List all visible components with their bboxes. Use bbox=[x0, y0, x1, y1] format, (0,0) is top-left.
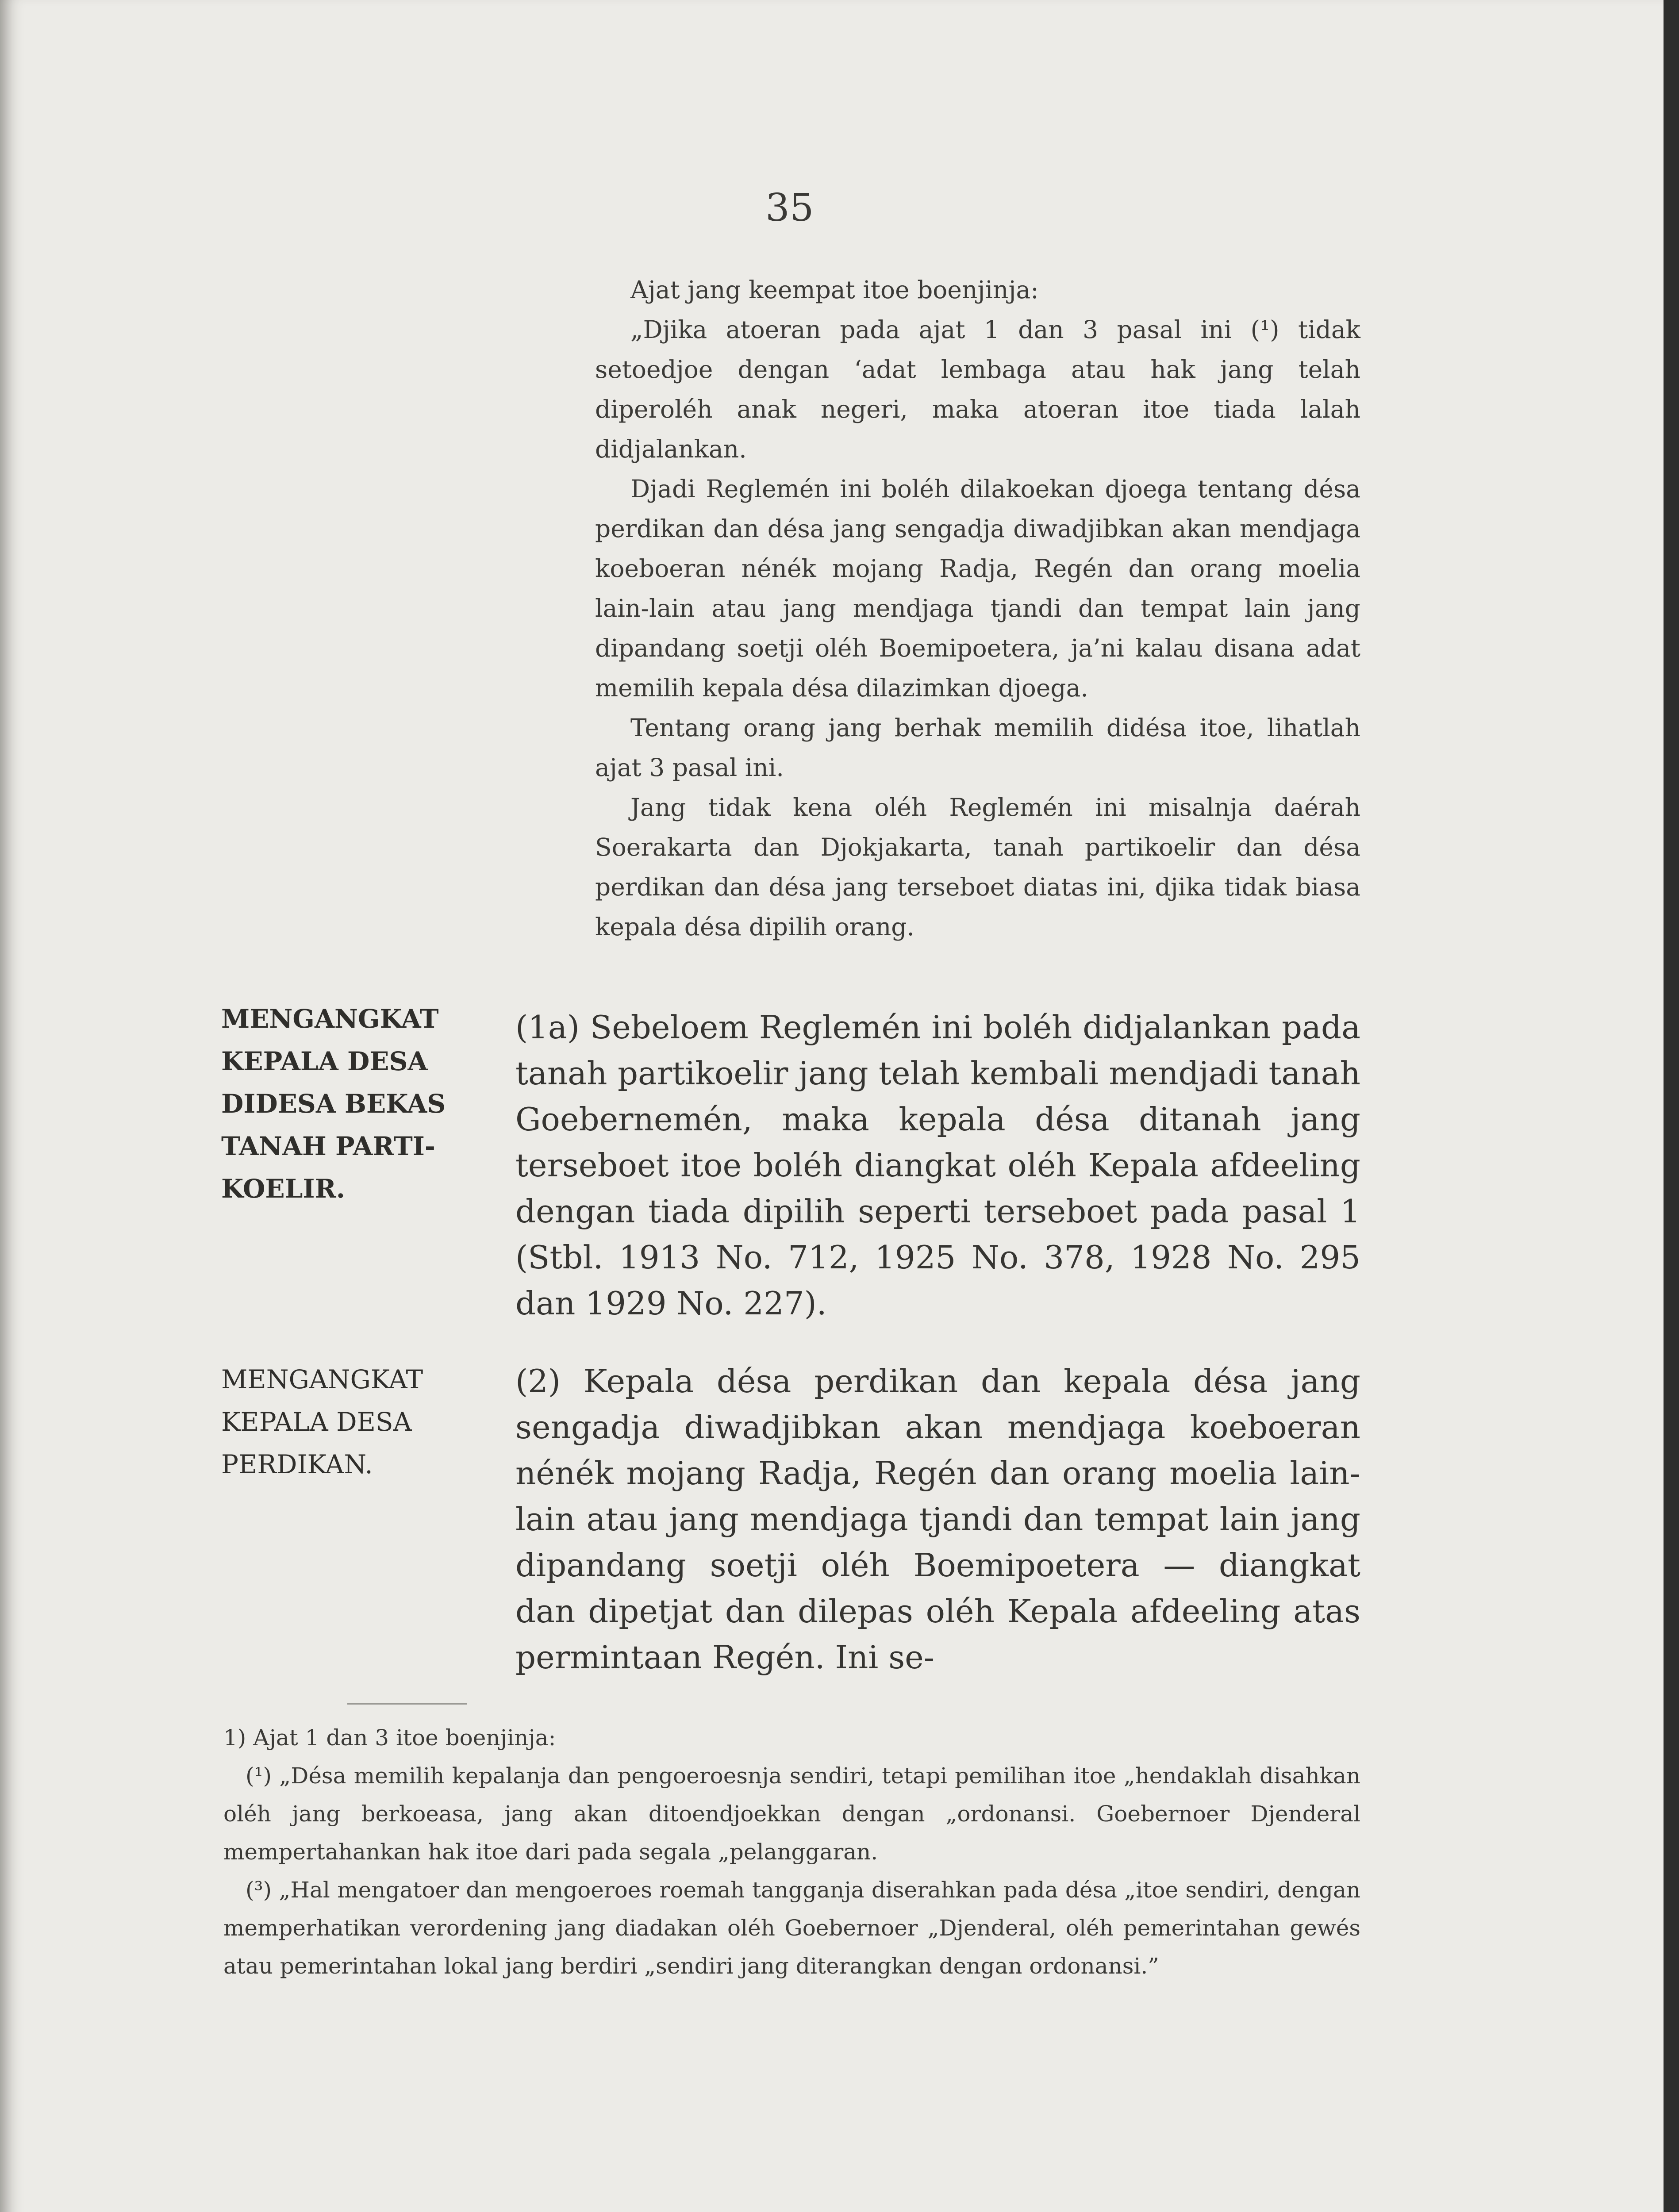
paragraph: Tentang orang jang berhak memilih didésa itoe, lihatlah ajat 3 pasal ini. bbox=[595, 714, 1360, 782]
paragraph: Jang tidak kena oléh Reglemén ini misalnja daérah Soerakarta dan Djokjakarta, tanah partikoelir dan désa perdikan dan désa jang terseboet diatas ini, djika tidak biasa kepala désa dipilih orang. bbox=[595, 793, 1360, 941]
footnote-item: (³) „Hal mengatoer dan mengoeroes roemah tangganja diserahkan pada désa „itoe sendiri, dengan memperhatikan verordening jang diadakan oléh Goebernoer „Djenderal, oléh pemerintahan gewés atau pemerintahan lokal jang berdiri „sendiri jang diterangkan dengan ordonansi.” bbox=[223, 1877, 1360, 1979]
scan-edge bbox=[1664, 0, 1679, 2212]
section-1a bbox=[515, 1004, 1360, 1326]
paragraph: Ajat jang keempat itoe boenjinja: bbox=[630, 276, 1039, 304]
section-text: (2) Kepala désa perdikan dan kepala désa jang sengadja diwadjibkan akan mendjaga koeboeran nénék mojang Radja, Regén dan orang moelia lain-lain atau jang mendjaga tjandi dan tempat lain jang dipandang soetji oléh Boemipoetera — diangkat dan dipetjat dan dilepas oléh Kepala afdeeling atas permintaan Regén. Ini se- bbox=[515, 1363, 1360, 1676]
section-text: (1a) Sebeloem Reglemén ini boléh didjalankan pada tanah partikoelir jang telah kembali mendjadi tanah Goebernemén, maka kepala désa ditanah jang terseboet itoe boléh diangkat oléh Kepala afdeeling dengan tiada dipilih seperti terseboet pada pasal 1 (Stbl. 1913 No. 712, 1925 No. 378, 1928 No. 295 dan 1929 No. 227). bbox=[515, 1009, 1360, 1322]
footnote-item: (¹) „Désa memilih kepalanja dan pengoeroesnja sendiri, tetapi pemilihan itoe „hendaklah disahkan oléh jang berkoeasa, jang akan ditoendjoekkan dengan „ordonansi. Goebernoer Djenderal mempertahankan hak itoe dari pada segala „pelanggaran. bbox=[223, 1763, 1360, 1865]
footnote-heading: 1) Ajat 1 dan 3 itoe boenjinja: bbox=[223, 1725, 556, 1751]
side-heading-perdikan: MENGANGKAT KEPALA DESA PERDIKAN. bbox=[221, 1364, 423, 1479]
footnotes bbox=[223, 1719, 1360, 1985]
page-number: 35 bbox=[765, 186, 814, 230]
paragraph: Djadi Reglemén ini boléh dilakoekan djoega tentang désa perdikan dan désa jang sengadja diwadjibkan akan mendjaga koeboeran nénék mojang Radja, Regén dan orang moelia lain-lain atau jang mendjaga tjandi dan tempat lain jang dipandang soetji oléh Boemipoetera, ja’ni kalau disana adat memilih kepala désa dilazimkan djoega. bbox=[595, 475, 1360, 702]
intro-text bbox=[595, 270, 1360, 947]
paragraph: „Djika atoeran pada ajat 1 dan 3 pasal ini (¹) tidak setoedjoe dengan ‘adat lembaga atau hak jang telah diperoléh anak negeri, maka atoeran itoe tiada lalah didjalankan. bbox=[595, 315, 1360, 463]
side-heading-bekas-partikoelir: MENGANGKAT KEPALA DESA DIDESA BEKAS TANAH PARTI- KOELIR. bbox=[221, 1004, 446, 1204]
section-2 bbox=[515, 1358, 1360, 1680]
footnote-divider bbox=[347, 1703, 467, 1705]
